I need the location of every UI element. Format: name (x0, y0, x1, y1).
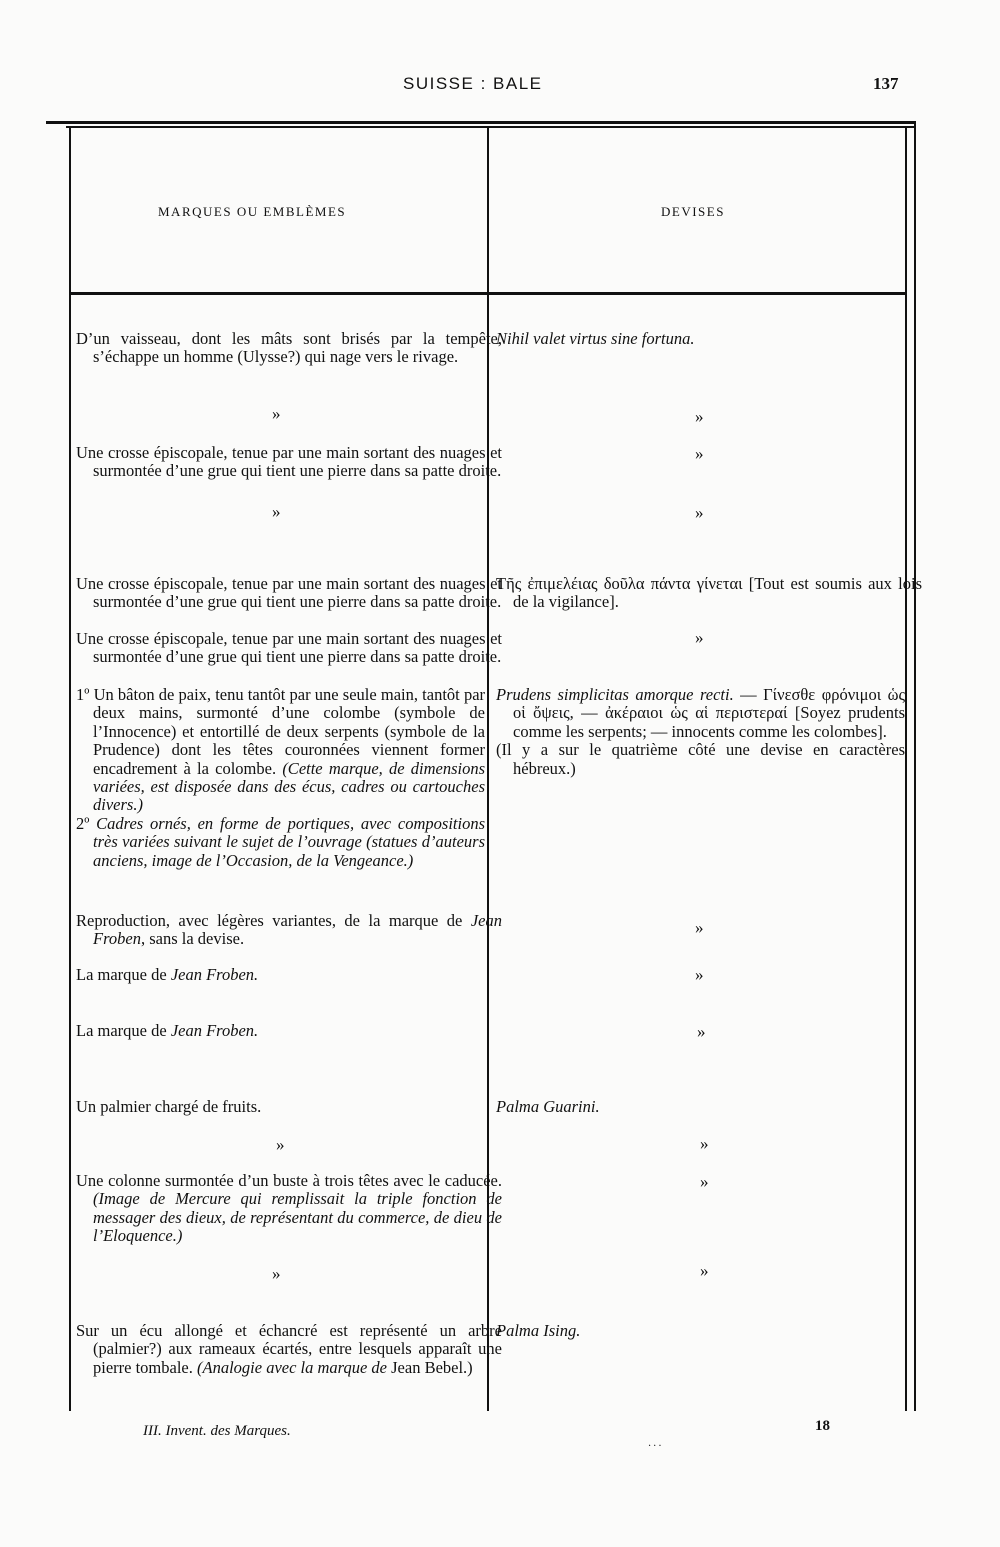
table-top-rule (46, 121, 916, 124)
row-15-emblem: Sur un écu allongé et échancré est représenté un arbre (palmier?) aux rameaux écartés, entre lesquels apparaît une pierre tombale. (Analogie avec la marque de Jean Bebel.) (76, 1321, 502, 1377)
row-9-printer-name: Jean Froben. (170, 965, 259, 984)
row-14-emblem-ditto: » (272, 1264, 281, 1283)
row-11-devise: Palma Guarini. (496, 1097, 600, 1116)
row-4-emblem-ditto: » (272, 502, 281, 521)
running-head-title: SUISSE : BALE (403, 74, 543, 93)
table-top-rule-inner (66, 126, 916, 128)
footer-signature: III. Invent. des Marques. (143, 1423, 291, 1439)
row-15-devise: Palma Ising. (496, 1321, 581, 1340)
row-10-emblem: La marque de Jean Froben. (76, 1021, 259, 1040)
table-left-border (69, 126, 71, 1411)
row-1-emblem: D’un vaisseau, dont les mâts sont brisés par la tempête, s’échappe un homme (Ulysse?) qui nage vers le rivage. (76, 329, 502, 367)
table-outer-right-border (914, 121, 916, 1411)
row-9-devise-ditto: » (695, 965, 704, 984)
row-13-devise-ditto: » (700, 1172, 709, 1191)
footer-sheet-number: 18 (815, 1418, 830, 1434)
row-13-emblem: Une colonne surmontée d’un buste à trois têtes avec le caducée. (Image de Mercure qui remplissait la triple fonction de messager des dieux, de représentant du commerce, de dieu de l’Eloquence.) (76, 1171, 502, 1246)
column-header-devises: DEVISES (661, 204, 725, 219)
row-6-emblem: Une crosse épiscopale, tenue par une main sortant des nuages et surmontée d’une grue qui tient une pierre dans sa patte droite. (76, 629, 502, 667)
row-7-devise: Prudens simplicitas amorque recti. — Γίνεσθε φρόνιμοι ὡς οἱ ὄψεις, — ἀκέραιοι ὡς αἱ περιστεραί [Soyez prudents comme les serpents; — innocents comme les colombes]. (Il y a sur le quatrième côté une devise en caractères hébreux.) (496, 685, 906, 778)
row-11-emblem: Un palmier chargé de fruits. (76, 1097, 262, 1116)
row-1-devise: Nihil valet virtus sine fortuna. (496, 329, 695, 348)
page-number: 137 (873, 74, 899, 93)
row-10-printer-name: Jean Froben. (170, 1021, 259, 1040)
row-5-emblem: Une crosse épiscopale, tenue par une main sortant des nuages et surmontée d’une grue qui tient une pierre dans sa patte droite. (76, 574, 502, 612)
row-2-emblem-ditto: » (272, 404, 281, 423)
table-right-border (905, 126, 907, 1411)
row-3-emblem: Une crosse épiscopale, tenue par une main sortant des nuages et surmontée d’une grue qui tient une pierre dans sa patte droite. (76, 443, 502, 481)
row-8-emblem: Reproduction, avec légères variantes, de la marque de Jean Froben, sans la devise. (76, 911, 502, 949)
row-2-devise-ditto: » (695, 407, 704, 426)
row-3-devise-ditto: » (695, 444, 704, 463)
row-14-devise-ditto: » (700, 1261, 709, 1280)
row-15-printer-name: Jean Bebel.) (391, 1357, 473, 1377)
running-head (0, 72, 1000, 102)
footer-mark: ... (648, 1438, 664, 1449)
row-7-num-1: 1º (76, 685, 90, 704)
row-8-devise-ditto: » (695, 918, 704, 937)
column-header-marques: MARQUES OU EMBLÈMES (158, 204, 347, 219)
row-4-devise-ditto: » (695, 503, 704, 522)
row-6-devise-ditto: » (695, 628, 704, 647)
row-8-printer-name: Jean Froben (93, 911, 502, 949)
row-7-emblem: 1º Un bâton de paix, tenu tantôt par une seule main, tantôt par deux mains, surmonté d’une colombe (symbole de l’Innocence) et entortillé de deux serpents (symbole de la Prudence) dont les têtes couronnées viennent former encadrement à la colombe. (Cette marque, de dimensions variées, est disposée dans des écus, cadres ou cartouches divers.) 2º Cadres ornés, en forme de portiques, avec compositions très variées suivant le sujet de l’ouvrage (statues d’auteurs anciens, image de l’Occasion, de la Vengeance.) (76, 685, 486, 870)
row-9-emblem: La marque de Jean Froben. (76, 965, 259, 984)
row-7-num-2: 2º (76, 813, 90, 833)
row-5-devise: Τῆς ἐπιμελέιας δοῦλα πάντα γίνεται [Tout est soumis aux lois de la vigilance]. (496, 574, 922, 612)
row-12-emblem-ditto: » (276, 1135, 285, 1154)
row-10-devise-ditto: » (697, 1022, 706, 1041)
row-12-devise-ditto: » (700, 1134, 709, 1153)
